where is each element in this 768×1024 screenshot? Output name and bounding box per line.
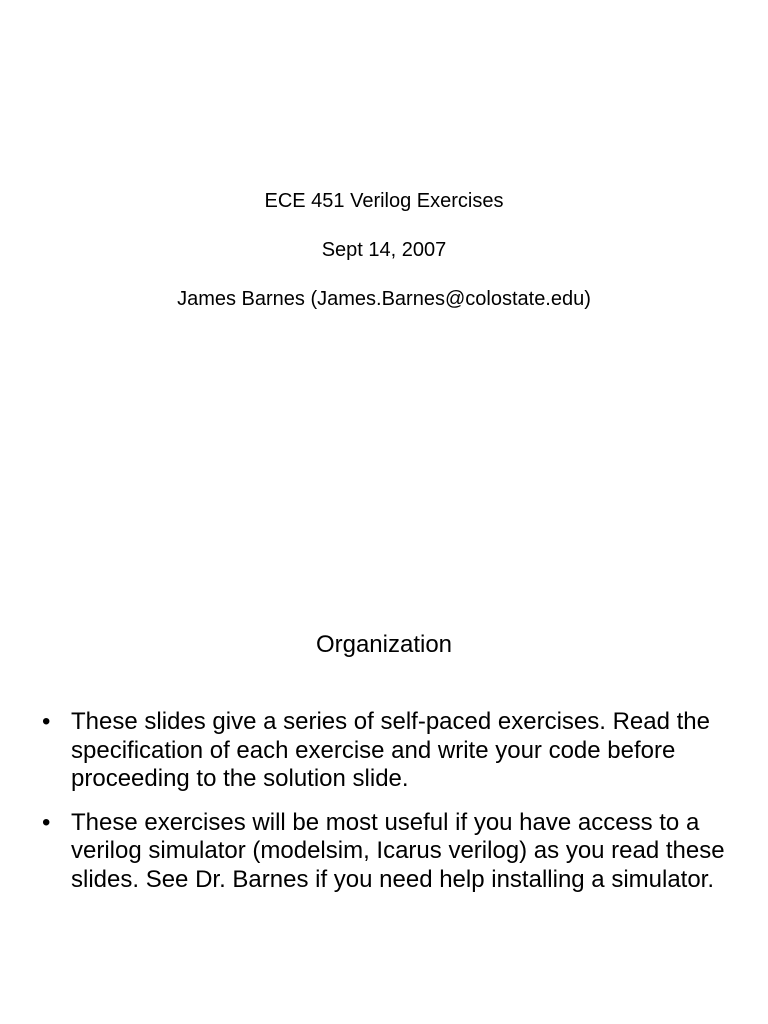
bullet-item: [0, 809, 768, 895]
bullet-list: [0, 708, 768, 894]
author-line: James Barnes (James.Barnes@colostate.edu): [177, 288, 591, 310]
bullet-text: These exercises will be most useful if you have access to a verilog simulator (modelsim, Icarus verilog) as you read these slides. See Dr. Barnes if you need help installing a simulator.: [71, 808, 725, 893]
course-title: ECE 451 Verilog Exercises: [264, 190, 504, 212]
bullet-icon: •: [42, 808, 51, 836]
bullet-item: [0, 708, 768, 794]
presentation-date: Sept 14, 2007: [321, 239, 447, 261]
slide-title: Organization: [315, 631, 453, 658]
bullet-icon: •: [42, 708, 51, 735]
bullet-text: These slides give a series of self-paced exercises. Read the specification of each exercise and write your code before proceeding to the solution slide.: [71, 708, 710, 792]
organization-slide: [0, 512, 768, 1024]
